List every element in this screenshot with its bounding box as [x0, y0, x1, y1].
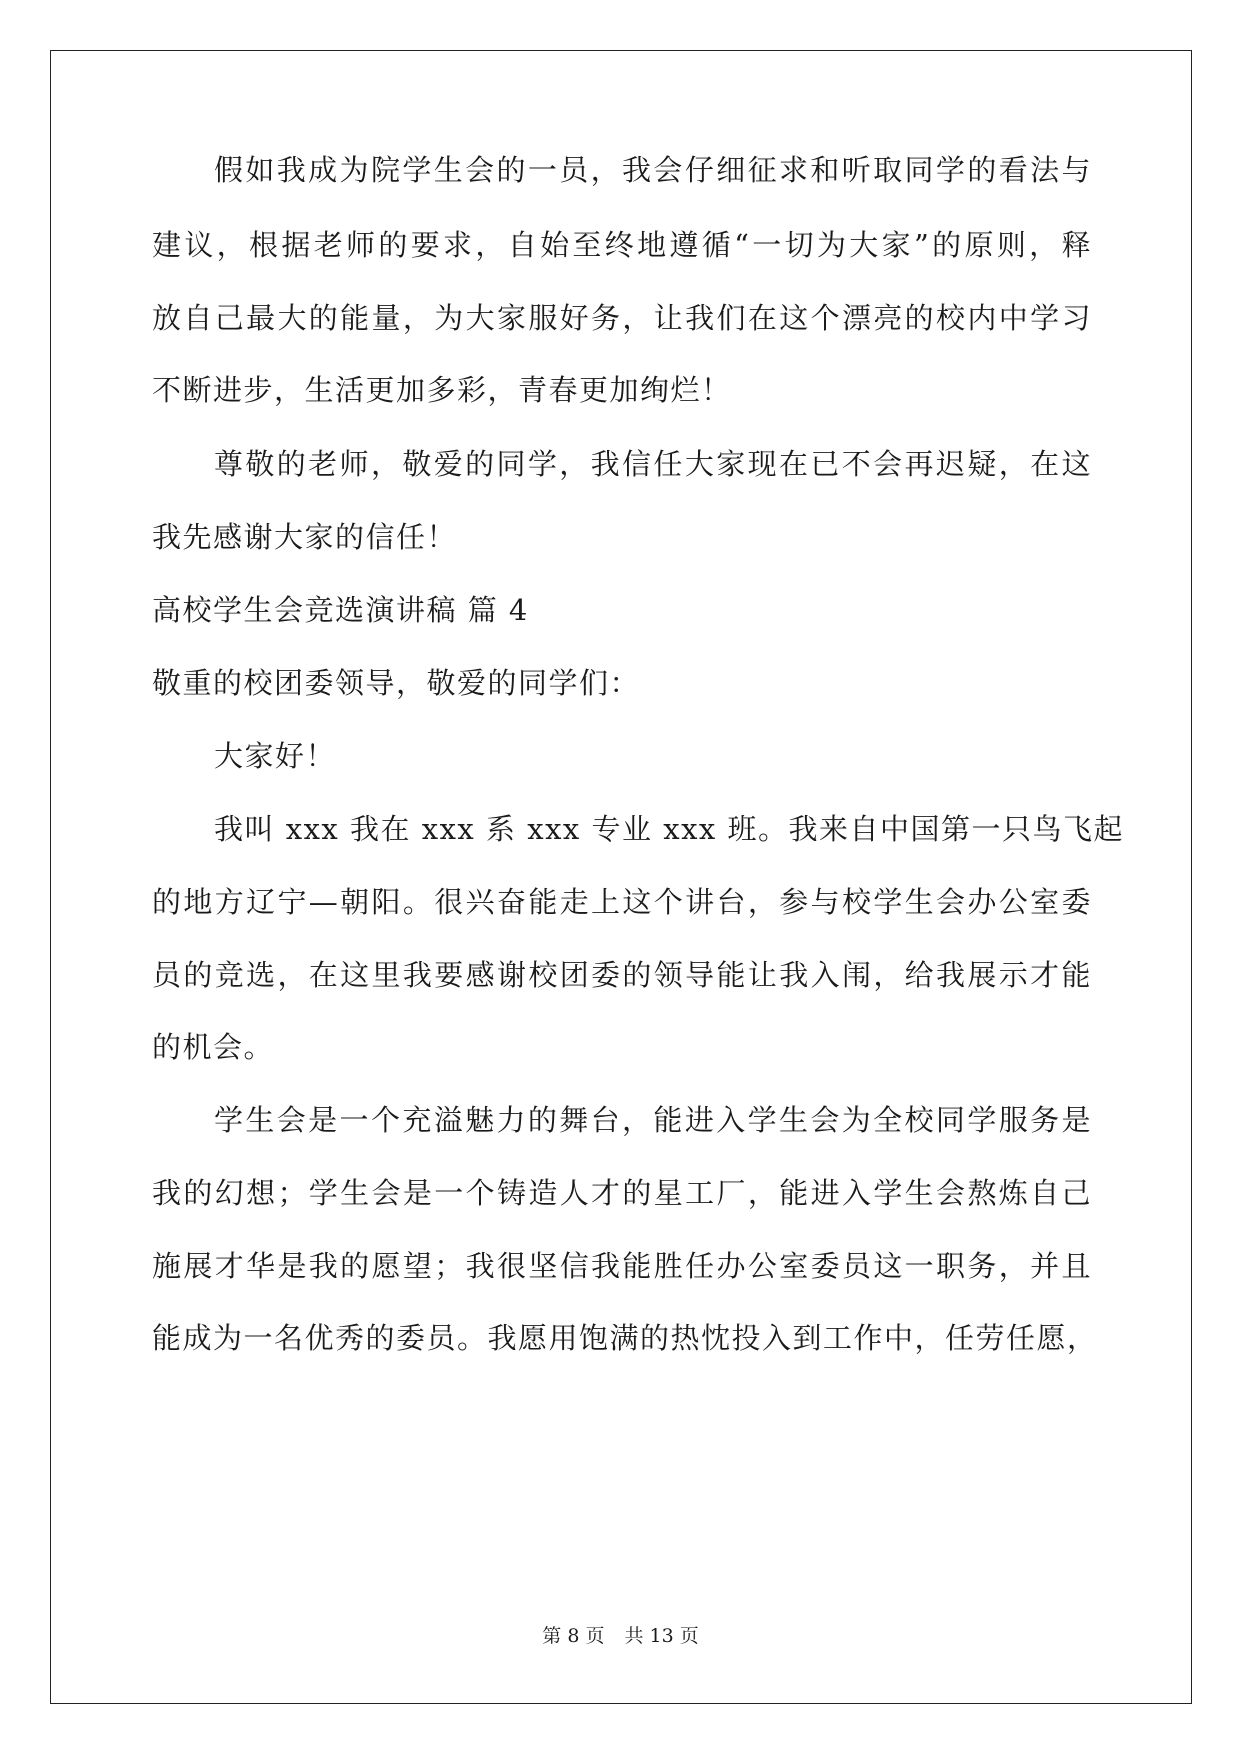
paragraph-line: 尊敬的老师，敬爱的同学，我信任大家现在已不会再迟疑，在这 [214, 447, 1092, 481]
paragraph-line: 的机会。 [152, 1030, 275, 1064]
salutation: 敬重的校团委领导，敬爱的同学们： [152, 666, 641, 700]
paragraph-line: 施展才华是我的愿望；我很坚信我能胜任办公室委员这一职务，并且 [152, 1249, 1092, 1283]
page-footer [0, 1624, 1241, 1648]
paragraph-line: 能成为一名优秀的委员。我愿用饱满的热忱投入到工作中，任劳任愿， [152, 1321, 1098, 1355]
paragraph-line: 学生会是一个充溢魅力的舞台，能进入学生会为全校同学服务是 [214, 1103, 1092, 1137]
paragraph-line: 我先感谢大家的信任！ [152, 520, 458, 554]
paragraph-line: 我的幻想；学生会是一个铸造人才的星工厂，能进入学生会熬炼自己 [152, 1176, 1092, 1210]
paragraph-line: 的地方辽宁—朝阳。很兴奋能走上这个讲台，参与校学生会办公室委 [152, 885, 1092, 919]
paragraph-line: 不断进步，生活更加多彩，青春更加绚烂！ [152, 373, 732, 407]
paragraph-line: 建议，根据老师的要求，自始至终地遵循“一切为大家”的原则，释 [152, 228, 1092, 262]
page-number-total: 共 13 页 [624, 1625, 699, 1647]
greeting: 大家好！ [214, 739, 337, 773]
paragraph-line: 我叫 xxx 我在 xxx 系 xxx 专业 xxx 班。我来自中国第一只鸟飞起 [214, 812, 1125, 846]
paragraph-line: 员的竞选，在这里我要感谢校团委的领导能让我入闱，给我展示才能 [152, 958, 1092, 992]
paragraph-line: 放自己最大的能量，为大家服好务，让我们在这个漂亮的校内中学习 [152, 301, 1092, 335]
section-heading: 高校学生会竞选演讲稿 篇 4 [152, 593, 529, 627]
paragraph-line: 假如我成为院学生会的一员，我会仔细征求和听取同学的看法与 [214, 153, 1092, 187]
page-number-current: 第 8 页 [542, 1625, 605, 1647]
